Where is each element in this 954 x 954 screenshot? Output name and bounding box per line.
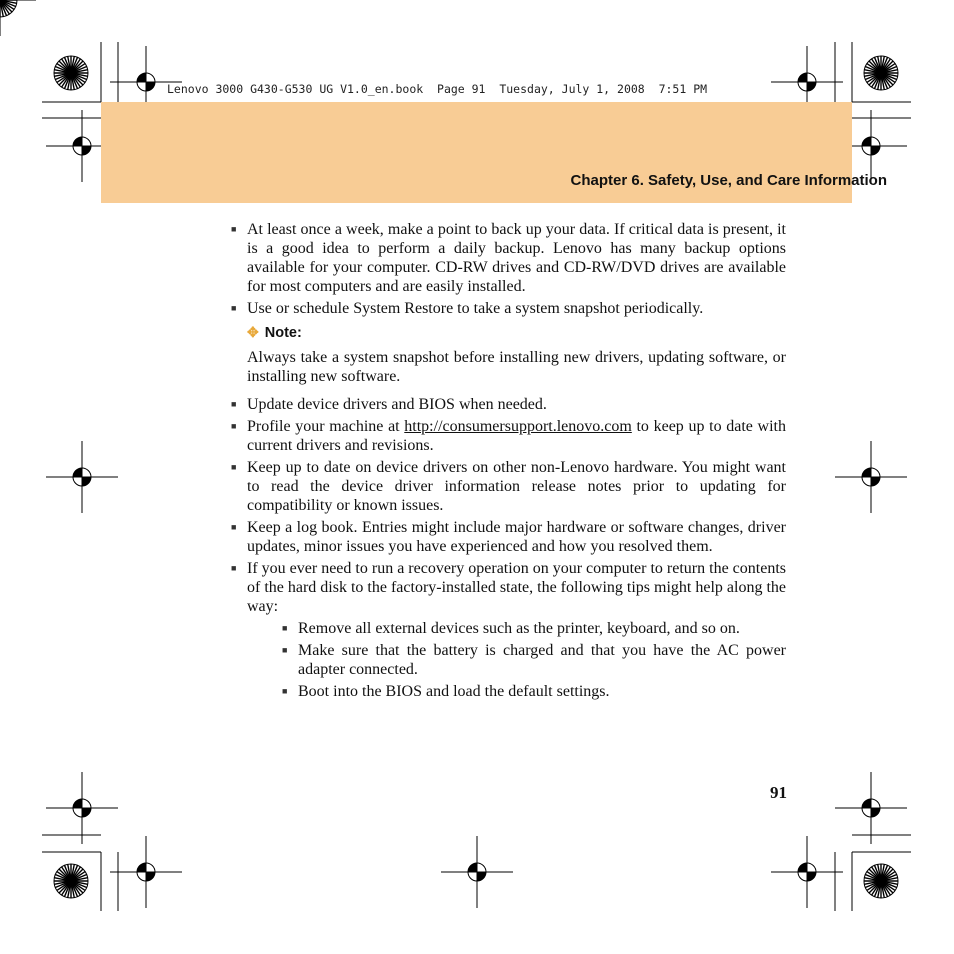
sub-list-item-text: Boot into the BIOS and load the default settings. [298,683,610,700]
note-diamond-icon: ✥ [247,324,259,340]
list-item-text: Use or schedule System Restore to take a system snapshot periodically. [247,300,704,317]
list-item-text-pre: Profile your machine at [247,418,405,435]
list-item [228,458,786,515]
list-item [228,299,786,318]
note-label: Note: [264,325,302,341]
square-bullet-icon: ■ [231,563,237,573]
list-item-text: Update device drivers and BIOS when needed. [247,396,547,413]
square-bullet-icon: ■ [231,303,237,313]
page-body [228,220,786,704]
square-bullet-icon: ■ [231,462,237,472]
sub-list-item-text: Make sure that the battery is charged and that you have the AC power adapter connected. [298,642,786,678]
sub-list-item-text: Remove all external devices such as the printer, keyboard, and so on. [298,620,740,637]
sub-list-item [228,641,786,679]
list-item [228,395,786,414]
square-bullet-icon: ■ [231,421,237,431]
square-bullet-icon: ■ [231,224,237,234]
sub-list-item [228,682,786,701]
book-slug-line: Lenovo 3000 G430-G530 UG V1.0_en.book Page 91 Tuesday, July 1, 2008 7:51 PM [167,82,708,96]
chapter-title: Chapter 6. Safety, Use, and Care Information [570,172,887,189]
list-item [228,417,786,455]
page-number: 91 [770,783,787,802]
list-item-text: Keep up to date on device drivers on other non-Lenovo hardware. You might want to read the device driver information release notes prior to updating for compatibility or known issues. [247,459,786,514]
list-item [228,559,786,616]
consumer-support-link[interactable]: http://consumersupport.lenovo.com [404,418,632,435]
sub-list-item [228,619,786,638]
square-bullet-icon: ■ [231,399,237,409]
square-bullet-icon: ■ [282,623,288,633]
note-heading [228,323,786,343]
list-item [228,518,786,556]
list-item-text: If you ever need to run a recovery operation on your computer to return the contents of the hard disk to the factory-installed state, the following tips might help along the way: [247,560,786,615]
list-item [228,220,786,296]
square-bullet-icon: ■ [231,522,237,532]
list-item-text: At least once a week, make a point to back up your data. If critical data is present, it is a good idea to perform a daily backup. Lenovo has many backup options available for your computer. CD-RW drives and CD-RW/DVD drives are available for most computers and are easily installed. [247,221,786,295]
square-bullet-icon: ■ [282,645,288,655]
list-item-text-post: to keep up to date with current drivers and revisions. [247,418,786,454]
list-item-text: Keep a log book. Entries might include major hardware or software changes, driver updates, minor issues you have experienced and how you resolved them. [247,519,786,555]
note-text: Always take a system snapshot before installing new drivers, updating software, or installing new software. [247,349,786,385]
square-bullet-icon: ■ [282,686,288,696]
